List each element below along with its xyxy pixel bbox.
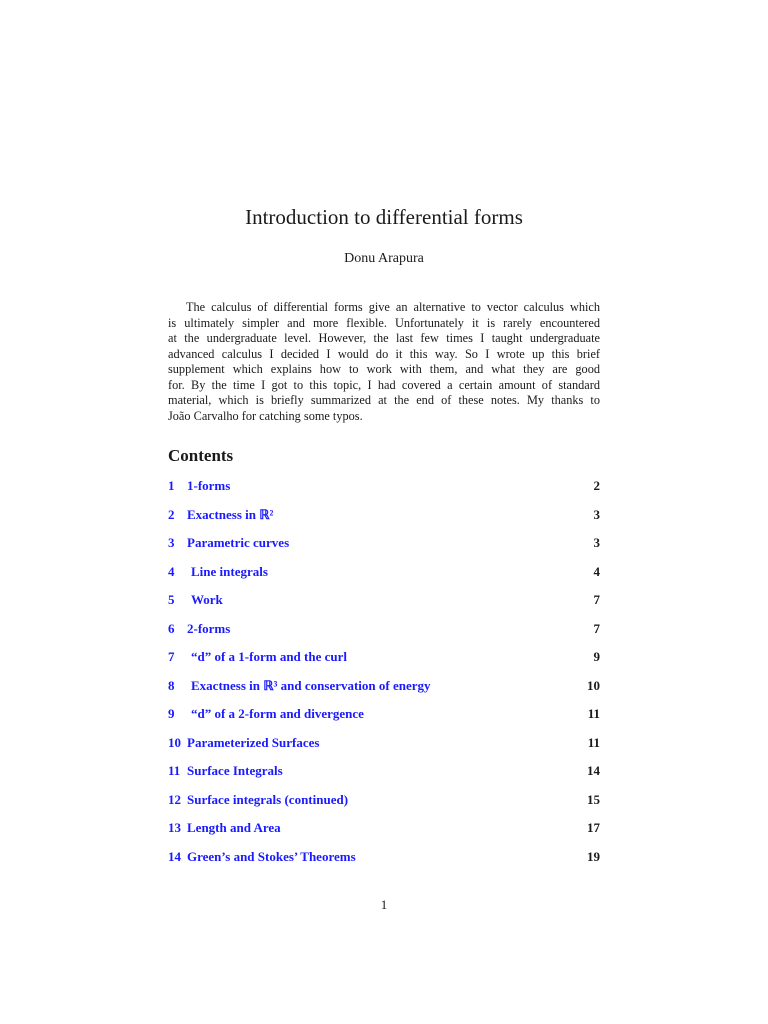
toc-label: Length and Area — [187, 820, 281, 835]
toc-page-number: 7 — [593, 592, 600, 607]
toc-entry-10[interactable] — [168, 735, 600, 755]
toc-entry-8[interactable] — [168, 678, 600, 698]
paper-author: Donu Arapura — [344, 251, 424, 266]
toc-number: 9 — [168, 706, 175, 721]
toc-entry-5[interactable] — [168, 592, 600, 612]
toc-label: Parameterized Surfaces — [187, 734, 320, 750]
toc-number: 10 — [168, 734, 181, 750]
toc-number: 12 — [168, 791, 181, 807]
toc-number: 14 — [168, 848, 181, 864]
toc-number: 11 — [168, 763, 181, 778]
toc-number: 7 — [168, 649, 175, 664]
toc-entry-6[interactable] — [168, 621, 600, 641]
toc-number: 6 — [168, 620, 175, 636]
abstract — [168, 300, 600, 424]
toc-label: “d” of a 2-form and divergence — [191, 706, 364, 721]
abstract-line: for. By the time I got to this topic, I had covered a certain amount of standard — [168, 377, 600, 392]
toc-page-number: 7 — [593, 620, 600, 636]
abstract-line: João Carvalho for catching some typos. — [168, 408, 363, 423]
contents-heading: Contents — [168, 446, 234, 465]
toc-page-number: 15 — [587, 791, 600, 807]
toc-label: “d” of a 1-form and the curl — [191, 649, 347, 664]
toc-page-number: 3 — [593, 506, 600, 522]
toc-entry-12[interactable] — [168, 792, 600, 812]
abstract-line: The calculus of differential forms give an alternative to vector calculus which — [186, 300, 600, 314]
abstract-line: advanced calculus I decided I would do it this way. So I wrote up this brief — [168, 346, 600, 361]
paper-title: Introduction to differential forms — [245, 205, 523, 229]
toc-page-number: 10 — [587, 677, 600, 693]
toc-entry-7[interactable] — [168, 649, 600, 669]
toc-page-number: 2 — [593, 478, 600, 493]
toc-label: Parametric curves — [187, 535, 290, 550]
toc-number: 8 — [168, 677, 175, 693]
toc-entry-13[interactable] — [168, 820, 600, 840]
toc-label: 2-forms — [187, 620, 231, 636]
toc-number: 13 — [168, 820, 181, 835]
toc-number: 2 — [168, 506, 175, 522]
toc-label: Surface integrals (continued) — [187, 791, 349, 807]
abstract-line: at the undergraduate level. However, the last few times I taught undergraduate — [168, 331, 600, 345]
toc-page-number: 9 — [593, 649, 600, 664]
toc-number: 5 — [168, 592, 175, 607]
toc-entry-2[interactable] — [168, 507, 600, 527]
toc-label: Work — [191, 592, 223, 607]
toc-entry-14[interactable] — [168, 849, 600, 869]
toc-page-number: 3 — [593, 535, 600, 550]
toc-page-number: 14 — [587, 763, 600, 778]
abstract-line: is ultimately simpler and more flexible. Unfortunately it is rarely encountered — [168, 315, 600, 330]
toc-entry-9[interactable] — [168, 706, 600, 726]
toc-number: 3 — [168, 535, 175, 550]
toc-label: 1-forms — [187, 478, 231, 493]
toc-page-number: 4 — [593, 563, 600, 579]
toc-label: Line integrals — [191, 563, 268, 579]
toc-page-number: 11 — [587, 734, 600, 750]
toc-label: Exactness in ℝ³ and conservation of energy — [191, 677, 431, 693]
toc-number: 1 — [168, 478, 175, 493]
toc-entry-4[interactable] — [168, 564, 600, 584]
toc-entry-11[interactable] — [168, 763, 600, 783]
toc-label: Green’s and Stokes’ Theorems — [187, 848, 356, 864]
page-number: 1 — [380, 897, 388, 912]
toc-page-number: 11 — [587, 706, 600, 721]
toc-number: 4 — [168, 563, 175, 579]
toc-label: Exactness in ℝ² — [187, 506, 274, 522]
abstract-line: supplement which explains how to work with them, and what they are good — [168, 362, 600, 376]
toc-entry-3[interactable] — [168, 535, 600, 555]
toc-page-number: 17 — [587, 820, 600, 835]
toc-label: Surface Integrals — [187, 763, 283, 778]
toc-page-number: 19 — [587, 848, 600, 864]
toc-entry-1[interactable] — [168, 478, 600, 498]
abstract-line: material, which is briefly summarized at the end of these notes. My thanks to — [168, 393, 600, 407]
